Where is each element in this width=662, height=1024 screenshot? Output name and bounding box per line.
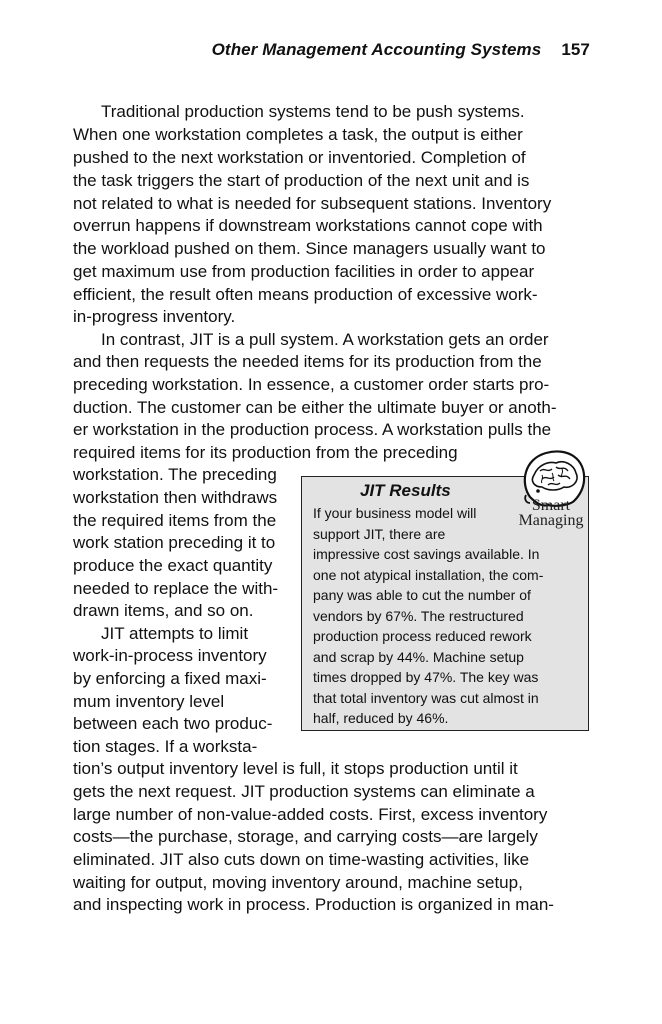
text-line: work station preceding it to: [73, 533, 276, 552]
text-line: gets the next request. JIT production systems can eliminate a: [73, 782, 535, 801]
text-line: eliminated. JIT also cuts down on time-wasting activities, like: [73, 850, 530, 869]
text-line: preceding workstation. In essence, a customer order starts pro-: [73, 375, 550, 394]
text-line: JIT attempts to limit: [101, 624, 249, 643]
text-line: When one workstation completes a task, the output is either: [73, 125, 523, 144]
text-line: er workstation in the production process. A workstation pulls the: [73, 420, 552, 439]
text-line: and then requests the needed items for its production from the: [73, 352, 542, 371]
sidebar-line: If your business model will: [313, 505, 477, 521]
text-line: required items for its production from the preceding: [73, 443, 458, 462]
text-line: duction. The customer can be either the ultimate buyer or anoth-: [73, 398, 557, 417]
text-line: efficient, the result often means production of excessive work-: [73, 285, 538, 304]
text-line: in-progress inventory.: [73, 307, 236, 326]
sidebar-line: vendors by 67%. The restructured: [313, 608, 524, 624]
running-header: [212, 40, 590, 60]
chapter-title: Other Management Accounting Systems: [211, 40, 542, 59]
text-line: drawn items, and so on.: [73, 601, 254, 620]
sidebar-line: times dropped by 47%. The key was: [313, 669, 539, 685]
text-line: the required items from the: [73, 511, 277, 530]
sidebar-line: impressive cost savings available. In: [313, 546, 540, 562]
text-line: workstation. The preceding: [73, 465, 277, 484]
text-line: work-in-process inventory: [73, 646, 267, 665]
sidebar-line: and scrap by 44%. Machine setup: [313, 649, 524, 665]
text-line: the workload pushed on them. Since managers usually want to: [73, 239, 546, 258]
page-number: 157: [561, 40, 590, 59]
text-line: produce the exact quantity: [73, 556, 273, 575]
text-line: In contrast, JIT is a pull system. A workstation gets an order: [101, 330, 549, 349]
sidebar-line: one not atypical installation, the com-: [313, 567, 544, 583]
text-line: mum inventory level: [73, 692, 225, 711]
badge-word-managing: Managing: [518, 512, 584, 529]
text-line: costs—the purchase, storage, and carrying costs—are largely: [73, 827, 538, 846]
sidebar-title: JIT Results: [360, 481, 451, 500]
text-line: and inspecting work in process. Production is organized in man-: [73, 895, 554, 914]
text-line: needed to replace the with-: [73, 579, 279, 598]
sidebar-line: that total inventory was cut almost in: [313, 690, 539, 706]
text-line: tion’s output inventory level is full, it stops production until it: [73, 759, 518, 778]
text-line: overrun happens if downstream workstations cannot cope with: [73, 216, 543, 235]
text-line: get maximum use from production facilities in order to appear: [73, 262, 535, 281]
text-line: Traditional production systems tend to be push systems.: [101, 102, 525, 121]
sidebar-line: pany was able to cut the number of: [313, 587, 531, 603]
smart-managing-badge: [511, 498, 591, 528]
text-line: workstation then withdraws: [73, 488, 278, 507]
text-line: large number of non-value-added costs. First, excess inventory: [73, 805, 548, 824]
text-line: waiting for output, moving inventory around, machine setup,: [73, 873, 523, 892]
text-line: by enforcing a fixed maxi-: [73, 669, 267, 688]
text-line: tion stages. If a worksta-: [73, 737, 258, 756]
text-line: pushed to the next workstation or inventoried. Completion of: [73, 148, 526, 167]
sidebar-line: support JIT, there are: [313, 526, 446, 542]
sidebar-line: half, reduced by 46%.: [313, 710, 449, 726]
text-line: between each two produc-: [73, 714, 273, 733]
text-line: not related to what is needed for subsequent stations. Inventory: [73, 194, 552, 213]
sidebar-line: production process reduced rework: [313, 628, 532, 644]
badge-word-smart: Smart: [531, 497, 571, 514]
text-line: the task triggers the start of production of the next unit and is: [73, 171, 530, 190]
